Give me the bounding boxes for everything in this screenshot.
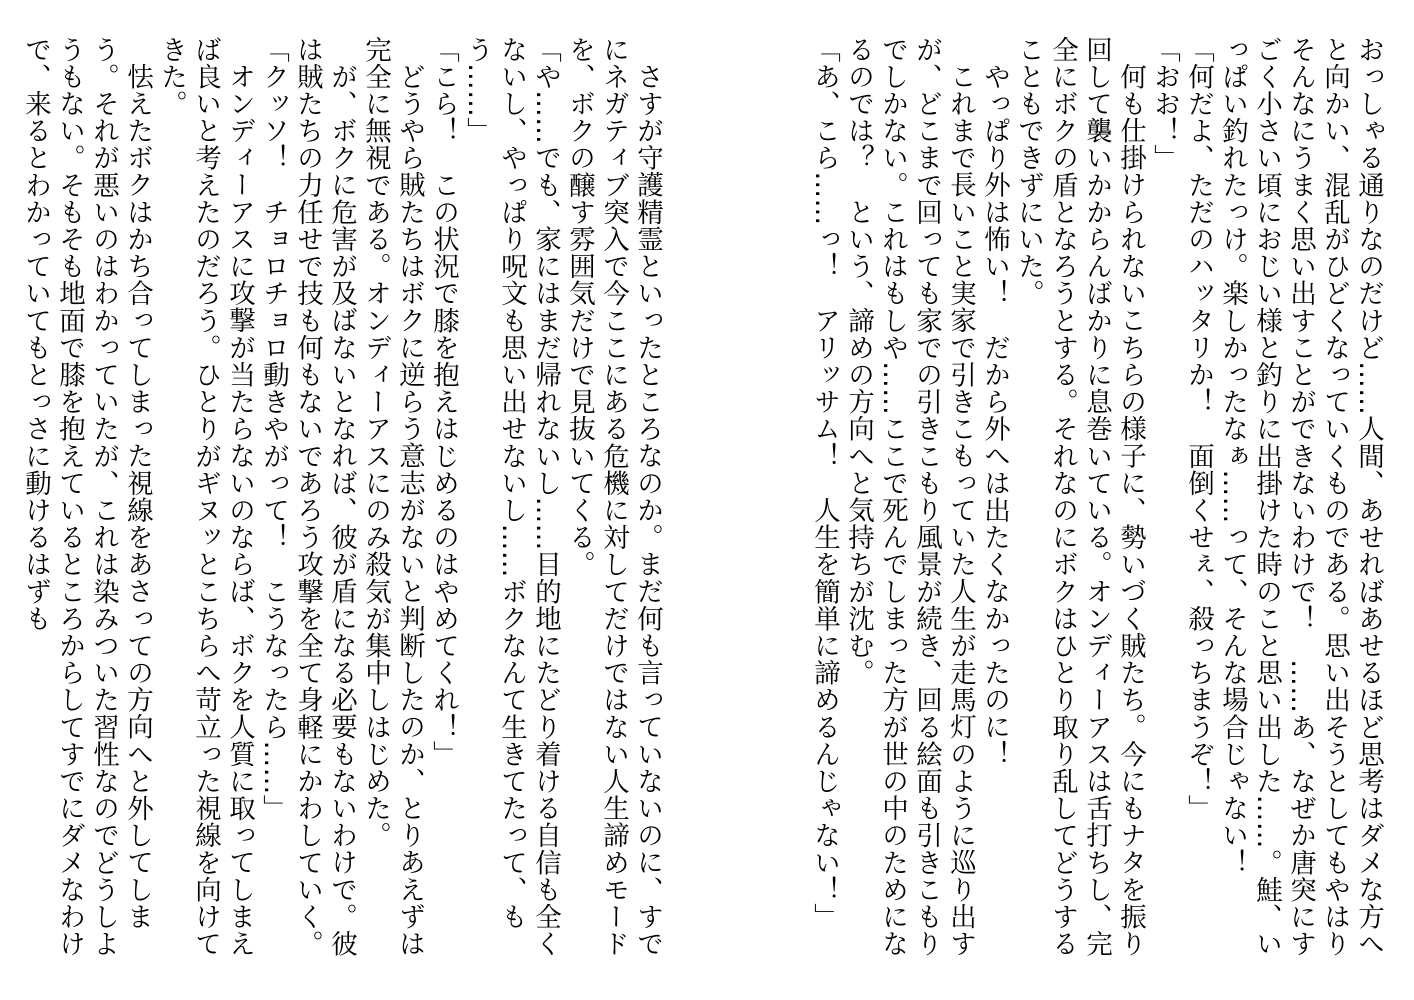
narration-paragraph: どうやら賊たちはボクに逆らう意志がないと判断したのか、とりあえずは完全に無視である。オンディーアスにのみ殺気が集中しはじめた。 — [360, 36, 425, 957]
narration-paragraph: 怯えたボクはかち合ってしまった視線をあさっての方向へと外してしまう。それが悪いのはわかっていたが、これは染みついた習性なのでどうしようもない。そもそも地面で膝を抱えているところからしてすでにダメなわけで、来るとわかっていてもとっさに動けるはずも — [20, 36, 153, 958]
right-page — [735, 36, 1385, 966]
left-page — [20, 36, 664, 966]
dialogue-line: 「や……でも、家にはまだ帰れないし……目的地にたどり着ける自信も全くないし、やっぱり呪文も思い出せないし……ボクなんて生きてたって、もう……」 — [462, 36, 561, 958]
narration-paragraph: これまで長いこと実家で引きこもっていた人生が走馬灯のように巡り出すが、どこまで回っても家での引きこもり風景が続き、回る絵面も引きこもりでしかない。これはもしや……ここで死んでしまった方が世の中のためになるのでは？ という、諦めの方向へと気持ちが沈む。 — [843, 36, 976, 958]
narration-paragraph: おっしゃる通りなのだけど……人間、あせればあせるほど思考はダメな方へと向かい、混乱がひどくなっていくものである。思い出そうとしてもやはりそんなにうまく思い出すことができないわけで！ ……あ、なぜか唐突にすごく小さい頃におじい様と釣りに出掛けた時のこと思い出した……。鮭、いっぱい釣れたっけ。楽しかったなぁ……って、そんな場合じゃない！ — [1217, 36, 1384, 958]
narration-paragraph: さすが守護精霊といったところなのか。まだ何も言っていないのに、すでにネガティブ突入で今ここにある危機に対してだけではない人生諦めモードを、ボクの醸す雰囲気だけで見抜いてくる。 — [564, 36, 663, 958]
narration-paragraph: やっぱり外は怖い！ だから外へは出たくなかったのに！ — [979, 62, 1010, 768]
narration-paragraph: オンディーアスに攻撃が当たらないのならば、ボクを人質に取ってしまえば良いと考えたのだろう。ひとりがギヌッとこちらへ苛立った視線を向けてきた。 — [156, 36, 255, 958]
dialogue-line: 「おお！」 — [1149, 36, 1180, 172]
dialogue-line: 「何だよ、ただのハッタリか！ 面倒くせぇ、殺っちまうぞ！」 — [1183, 36, 1214, 822]
dialogue-line: 「こら！ この状況で膝を抱えはじめるのはやめてくれ！」 — [428, 36, 459, 768]
dialogue-line: 「あ、こら……っ！ アリッサム！ 人生を簡単に諦めるんじゃない！」 — [809, 36, 840, 931]
dialogue-line: 「クッソ！ チョロチョロ動きやがって！ こうなったら……」 — [258, 36, 289, 822]
narration-paragraph: 何も仕掛けられないこちらの様子に、勢いづく賊たち。今にもナタを振り回して襲いかからんばかりに息巻いている。オンディーアスは舌打ちし、完全にボクの盾となろうとする。それなのにボクはひとり取り乱してどうすることもできずにいた。 — [1013, 36, 1146, 958]
narration-paragraph: が、ボクに危害が及ばないとなれば、彼が盾になる必要もないわけで。彼は賊たちの力任せで技も何もないであろう攻撃を全て身軽にかわしていく。 — [292, 36, 357, 958]
